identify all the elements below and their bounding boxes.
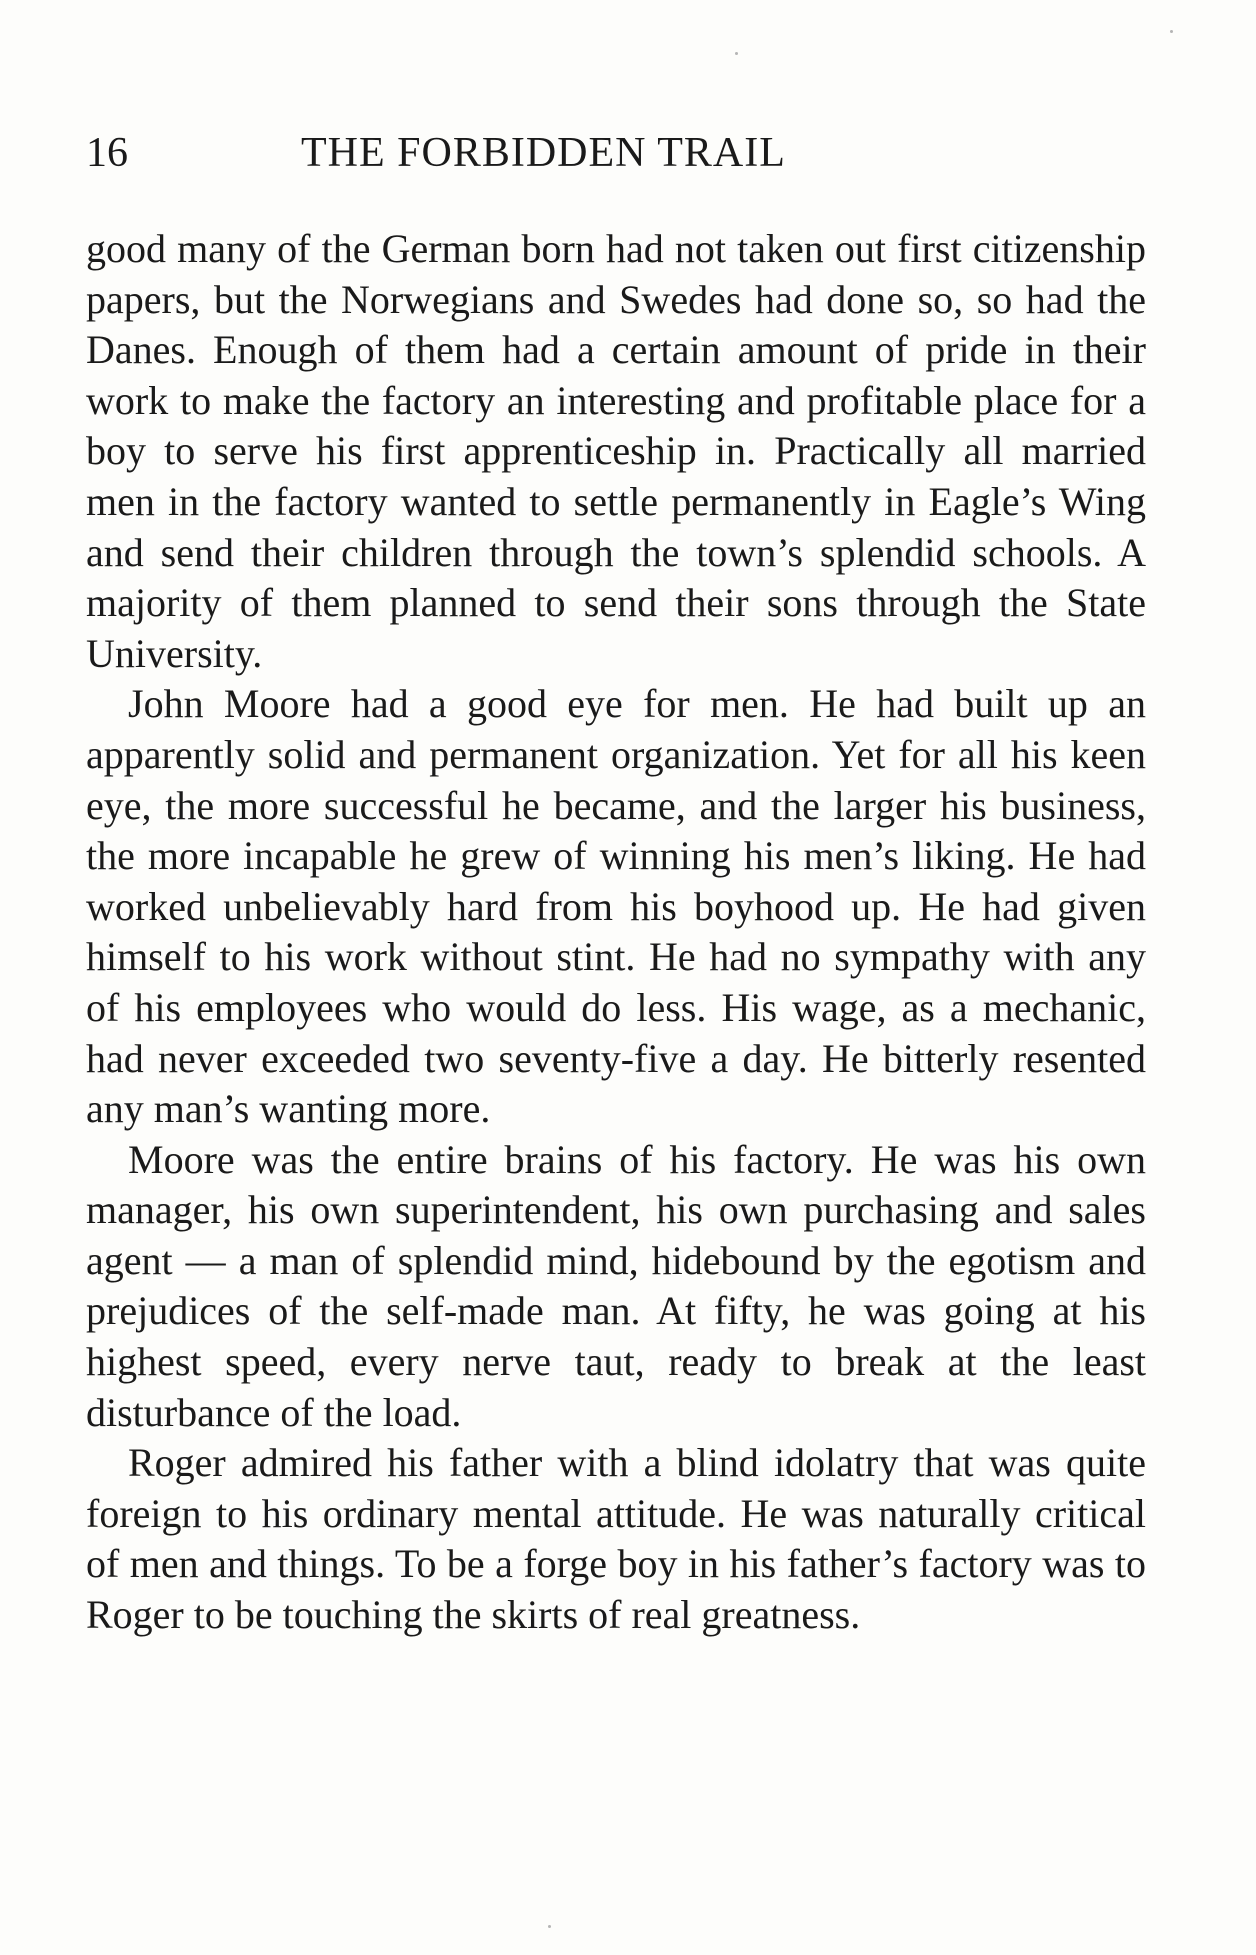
paragraph-4: Roger admired his father with a blind idolatry that was quite foreign to his ordinary mental attitude. He was naturally critical of men and things. To be a forge boy in his father’s factory was to Roger to be touching the skirts of real greatness. bbox=[86, 1440, 1146, 1638]
body-text bbox=[86, 224, 1146, 1641]
paper-speck bbox=[548, 1925, 551, 1928]
page-header bbox=[86, 128, 1146, 178]
paragraph-2: John Moore had a good eye for men. He had built up an apparently solid and permanent organization. Yet for all his keen eye, the more successful he became, and the larger his business, the more incapable he grew of winning his men’s liking. He had worked unbelievably hard from his boyhood up. He had given himself to his work without stint. He had no sympathy with any of his employees who would do less. His wage, as a mechanic, had never exceeded two seventy-five a day. He bitterly resented any man’s wanting more. bbox=[86, 681, 1146, 1132]
page-number: 16 bbox=[86, 130, 128, 176]
paragraph-1: good many of the German born had not taken out first citizenship papers, but the Norwegians and Swedes had done so, so had the Danes. Enough of them had a certain amount of pride in their work to make the factory an interesting and profitable place for a boy to serve his first apprenticeship in. Practically all married men in the factory wanted to settle permanently in Eagle’s Wing and send their children through the town’s splendid schools. A majority of them planned to send their sons through the State University. bbox=[86, 226, 1146, 676]
paper-speck bbox=[735, 52, 738, 55]
paragraph-3: Moore was the entire brains of his factory. He was his own manager, his own superintendent, his own purchasing and sales agent — a man of splendid mind, hidebound by the egotism and prejudices of the self-made man. At fifty, he was going at his highest speed, every nerve taut, ready to break at the least disturbance of the load. bbox=[86, 1136, 1146, 1435]
running-title: THE FORBIDDEN TRAIL bbox=[301, 130, 786, 176]
paper-speck bbox=[1170, 30, 1173, 33]
